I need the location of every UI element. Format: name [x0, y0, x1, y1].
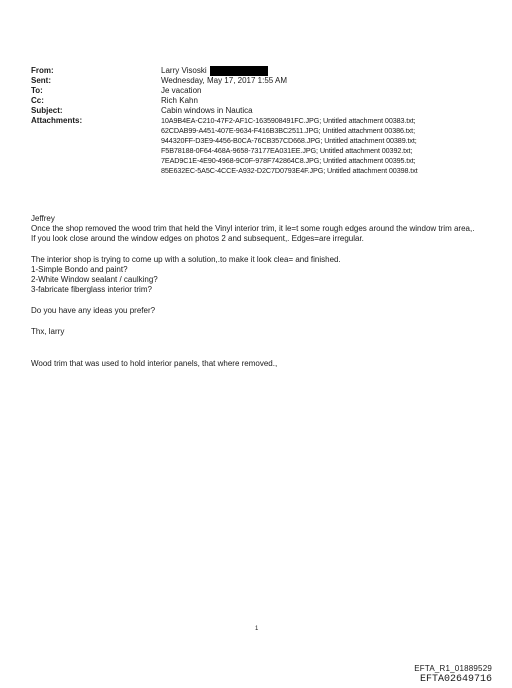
attachment-item[interactable]: 85E632EC-5A5C-4CCE-A932-D2C7D0793E4F.JPG; Untitled attachment 00398.txt [161, 166, 418, 175]
image-caption: Wood trim that was used to hold interior panels, that where removed., [31, 359, 278, 368]
email-body [31, 214, 481, 369]
attachments-row [31, 116, 491, 176]
to-label: To: [31, 86, 43, 95]
attachment-item[interactable]: 7EAD9C1E-4E90-4968-9C0F-978F742864C8.JPG; Untitled attachment 00395.txt; [161, 156, 416, 165]
subject-label: Subject: [31, 106, 63, 115]
greeting: Jeffrey [31, 214, 55, 223]
attachments-label: Attachments: [31, 116, 83, 125]
cc-row [31, 96, 491, 106]
sent-label: Sent: [31, 76, 51, 85]
attachments-list [161, 116, 491, 176]
from-row [31, 66, 491, 76]
redaction-bar [210, 66, 268, 76]
to-value: Je vacation [161, 86, 202, 95]
subject-value: Cabin windows in Nautica [161, 106, 253, 115]
subject-row [31, 106, 491, 116]
sent-value: Wednesday, May 17, 2017 1:55 AM [161, 76, 288, 85]
email-header [31, 66, 491, 176]
signoff: Thx, larry [31, 327, 65, 336]
attachment-item[interactable]: 62CDAB99-A451-407E-9634-F416B3BC2511.JPG; Untitled attachment 00386.txt; [161, 126, 415, 135]
option-item: 1-Simple Bondo and paint? [31, 265, 128, 274]
page-number: 1 [255, 626, 259, 632]
option-item: 3-fabricate fiberglass interior trim? [31, 285, 152, 294]
sent-row [31, 76, 491, 86]
option-item: 2-White Window sealant / caulking? [31, 275, 158, 284]
body-paragraph: The interior shop is trying to come up with a solution,.to make it look clea= and finished. [31, 255, 341, 264]
sender-name: Larry Visoski [161, 66, 207, 75]
bates-id-primary: EFTA_R1_01889529 [414, 664, 492, 673]
cc-value: Rich Kahn [161, 96, 198, 105]
spacer [31, 316, 481, 327]
body-paragraph: If you look close around the window edges on photos 2 and subsequent,. Edges=are irregular. [31, 234, 364, 243]
from-value [161, 66, 491, 76]
spacer [31, 337, 481, 348]
to-row [31, 86, 491, 96]
cc-label: Cc: [31, 96, 44, 105]
attachment-item[interactable]: F5B78188-0F64-468A-9658-73177EA031EE.JPG; Untitled attachment 00392.txt; [161, 146, 413, 155]
spacer [31, 295, 481, 306]
question: Do you have any ideas you prefer? [31, 306, 156, 315]
attachment-item[interactable]: 944320FF-D3E9-4456-B0CA-76CB357CD668.JPG; Untitled attachment 00389.txt; [161, 136, 417, 145]
from-label: From: [31, 66, 54, 75]
spacer [31, 348, 481, 359]
body-paragraph: Once the shop removed the wood trim that held the Vinyl interior trim, it le=t some rough edges around the window trim area,. [31, 224, 475, 233]
attachment-item[interactable]: 10A9B4EA-C210-47F2-AF1C-1635908491FC.JPG; Untitled attachment 00383.txt; [161, 116, 416, 125]
spacer [31, 244, 481, 255]
bates-id-secondary: EFTA02649716 [419, 674, 492, 685]
